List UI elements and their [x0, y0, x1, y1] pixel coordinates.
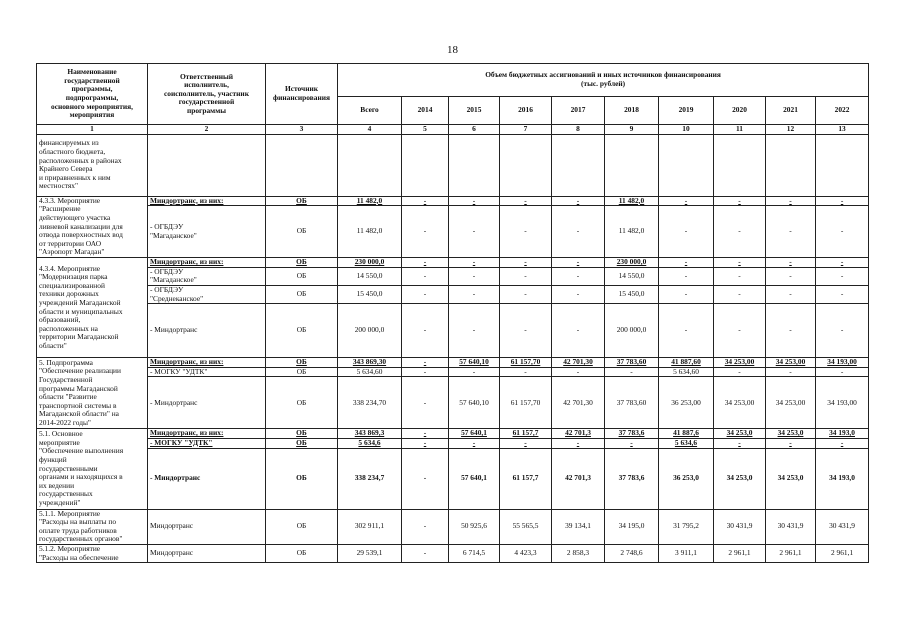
source-cell: ОБ: [266, 438, 338, 448]
value-cell: -: [659, 285, 714, 303]
value-cell: -: [500, 258, 552, 268]
header-year: 2021: [766, 97, 816, 125]
value-cell: 200 000,0: [338, 304, 402, 358]
value-cell: 302 911,1: [338, 509, 402, 544]
table-row: [37, 134, 869, 196]
table-row: [37, 304, 869, 358]
column-number: 6: [449, 125, 500, 135]
value-cell: -: [552, 267, 605, 285]
value-cell: 36 253,00: [659, 377, 714, 429]
value-cell: -: [766, 304, 816, 358]
value-cell: -: [766, 258, 816, 268]
value-cell: 5 634,6: [338, 438, 402, 448]
value-cell: 2 961,1: [766, 544, 816, 562]
value-cell: 37 783,60: [605, 377, 659, 429]
value-cell: 30 431,9: [714, 509, 766, 544]
value-cell: -: [500, 206, 552, 258]
value-cell: -: [402, 509, 449, 544]
value-cell: 57 640,1: [449, 429, 500, 439]
value-cell: 15 450,0: [338, 285, 402, 303]
column-number: 12: [766, 125, 816, 135]
value-cell: 61 157,7: [500, 429, 552, 439]
value-cell: 11 482,0: [338, 196, 402, 206]
value-cell: -: [714, 196, 766, 206]
source-cell: ОБ: [266, 544, 338, 562]
source-cell: ОБ: [266, 206, 338, 258]
value-cell: -: [449, 285, 500, 303]
value-cell: -: [449, 267, 500, 285]
table-row: [37, 509, 869, 544]
source-cell: ОБ: [266, 267, 338, 285]
value-cell: 34 193,0: [816, 429, 869, 439]
column-number: 2: [148, 125, 266, 135]
value-cell: 5 634,60: [338, 367, 402, 377]
responsible-cell: Миндортранс: [148, 544, 266, 562]
value-cell: 57 640,10: [449, 377, 500, 429]
value-cell: -: [500, 438, 552, 448]
source-cell: ОБ: [266, 448, 338, 509]
value-cell: 230 000,0: [338, 258, 402, 268]
value-cell: -: [449, 367, 500, 377]
column-number: 11: [714, 125, 766, 135]
value-cell: -: [449, 258, 500, 268]
value-cell: -: [449, 438, 500, 448]
value-cell: -: [816, 267, 869, 285]
value-cell: -: [402, 448, 449, 509]
value-cell: -: [552, 196, 605, 206]
value-cell: 61 157,70: [500, 358, 552, 368]
value-cell: -: [402, 429, 449, 439]
value-cell: -: [714, 304, 766, 358]
value-cell: 3 911,1: [659, 544, 714, 562]
value-cell: -: [552, 438, 605, 448]
responsible-cell: - Миндортранс: [148, 304, 266, 358]
value-cell: -: [659, 206, 714, 258]
column-number: 8: [552, 125, 605, 135]
table-row: [37, 258, 869, 268]
table-row: [37, 358, 869, 368]
value-cell: 2 748,6: [605, 544, 659, 562]
value-cell: -: [402, 438, 449, 448]
row-name-5: 5. Подпрограмма "Обеспечение реализации Государственной программы Магаданской области "Развитие транспортной системы в Магаданской области" на 2014-2022 годы": [37, 358, 148, 429]
table-row: [37, 544, 869, 562]
value-cell: 36 253,0: [659, 448, 714, 509]
source-cell: ОБ: [266, 285, 338, 303]
value-cell: 2 961,1: [816, 544, 869, 562]
value-cell: -: [402, 196, 449, 206]
value-cell: 4 423,3: [500, 544, 552, 562]
table-row: [37, 429, 869, 439]
budget-table: [36, 63, 869, 563]
value-cell: 30 431,9: [816, 509, 869, 544]
value-cell: 34 253,0: [714, 448, 766, 509]
header-year: 2015: [449, 97, 500, 125]
source-cell: ОБ: [266, 377, 338, 429]
value-cell: 39 134,1: [552, 509, 605, 544]
value-cell: 34 193,00: [816, 358, 869, 368]
value-cell: 29 539,1: [338, 544, 402, 562]
responsible-cell: - Миндортранс: [148, 377, 266, 429]
value-cell: -: [766, 285, 816, 303]
column-number-row: [37, 125, 869, 135]
value-cell: -: [449, 206, 500, 258]
table-row: [37, 367, 869, 377]
value-cell: 343 869,30: [338, 358, 402, 368]
value-cell: 57 640,1: [449, 448, 500, 509]
value-cell: 37 783,6: [605, 429, 659, 439]
value-cell: 14 550,0: [338, 267, 402, 285]
value-cell: -: [714, 285, 766, 303]
value-cell: 41 887,6: [659, 429, 714, 439]
value-cell: 34 253,00: [766, 358, 816, 368]
value-cell: -: [766, 196, 816, 206]
value-cell: 42 701,3: [552, 448, 605, 509]
column-number: 9: [605, 125, 659, 135]
value-cell: -: [500, 367, 552, 377]
value-cell: -: [816, 285, 869, 303]
column-number: 3: [266, 125, 338, 135]
value-cell: -: [816, 438, 869, 448]
value-cell: 34 193,00: [816, 377, 869, 429]
value-cell: -: [552, 258, 605, 268]
value-cell: 34 253,00: [714, 377, 766, 429]
value-cell: -: [402, 544, 449, 562]
responsible-cell: - Миндортранс: [148, 448, 266, 509]
responsible-cell: - ОГБДЭУ "Среднеканское": [148, 285, 266, 303]
table-row: [37, 448, 869, 509]
value-cell: -: [659, 258, 714, 268]
table-row: [37, 438, 869, 448]
value-cell: 31 795,2: [659, 509, 714, 544]
value-cell: -: [402, 367, 449, 377]
header-year: 2017: [552, 97, 605, 125]
value-cell: 34 253,0: [766, 429, 816, 439]
table-row: [37, 285, 869, 303]
header-volume-group: Объем бюджетных ассигнований и иных источников финансирования (тыс. рублей): [338, 64, 869, 97]
value-cell: -: [766, 206, 816, 258]
value-cell: -: [714, 267, 766, 285]
value-cell: -: [605, 438, 659, 448]
table-row: [37, 267, 869, 285]
value-cell: -: [714, 206, 766, 258]
value-cell: 5 634,60: [659, 367, 714, 377]
value-cell: -: [402, 206, 449, 258]
value-cell: -: [659, 304, 714, 358]
value-cell: 41 887,60: [659, 358, 714, 368]
responsible-cell: Миндортранс, из них:: [148, 196, 266, 206]
value-cell: -: [816, 206, 869, 258]
responsible-cell: Миндортранс, из них:: [148, 358, 266, 368]
responsible-cell: Миндортранс: [148, 509, 266, 544]
value-cell: 42 701,3: [552, 429, 605, 439]
value-cell: -: [402, 267, 449, 285]
table-row: [37, 206, 869, 258]
header-total: Всего: [338, 97, 402, 125]
source-cell: ОБ: [266, 358, 338, 368]
value-cell: -: [402, 258, 449, 268]
value-cell: 30 431,9: [766, 509, 816, 544]
value-cell: -: [449, 196, 500, 206]
value-cell: 34 193,0: [816, 448, 869, 509]
value-cell: -: [500, 285, 552, 303]
value-cell: -: [714, 367, 766, 377]
row-name-433: 4.3.3. Мероприятие "Расширение действующего участка ливневой канализации для отвода поверхностных вод от территории ОАО "Аэропорт Магадан": [37, 196, 148, 258]
value-cell: -: [500, 267, 552, 285]
value-cell: 2 858,3: [552, 544, 605, 562]
value-cell: 57 640,10: [449, 358, 500, 368]
value-cell: 11 482,0: [605, 206, 659, 258]
value-cell: 338 234,7: [338, 448, 402, 509]
column-number: 1: [37, 125, 148, 135]
column-number: 4: [338, 125, 402, 135]
column-number: 5: [402, 125, 449, 135]
value-cell: -: [402, 358, 449, 368]
value-cell: 338 234,70: [338, 377, 402, 429]
value-cell: 34 253,0: [714, 429, 766, 439]
value-cell: 61 157,70: [500, 377, 552, 429]
value-cell: 34 253,0: [766, 448, 816, 509]
column-number: 13: [816, 125, 869, 135]
value-cell: -: [402, 304, 449, 358]
value-cell: -: [605, 367, 659, 377]
value-cell: 5 634,6: [659, 438, 714, 448]
value-cell: -: [552, 285, 605, 303]
source-cell: ОБ: [266, 367, 338, 377]
responsible-cell: - ОГБДЭУ "Магаданское": [148, 206, 266, 258]
header-name: Наименование государственной программы, подпрограммы, основного мероприятия, мероприятия: [37, 64, 148, 125]
responsible-cell: Миндортранс, из них:: [148, 429, 266, 439]
value-cell: -: [500, 196, 552, 206]
value-cell: 11 482,0: [605, 196, 659, 206]
responsible-cell: Миндортранс, из них:: [148, 258, 266, 268]
header-responsible: Ответственный исполнитель, соисполнитель, участник государственной программы: [148, 64, 266, 125]
value-cell: -: [402, 377, 449, 429]
header-year: 2014: [402, 97, 449, 125]
value-cell: -: [552, 304, 605, 358]
value-cell: 55 565,5: [500, 509, 552, 544]
header-year: 2018: [605, 97, 659, 125]
value-cell: -: [816, 367, 869, 377]
table-row: [37, 196, 869, 206]
value-cell: 11 482,0: [338, 206, 402, 258]
value-cell: 14 550,0: [605, 267, 659, 285]
value-cell: 6 714,5: [449, 544, 500, 562]
header-year: 2020: [714, 97, 766, 125]
value-cell: -: [552, 206, 605, 258]
value-cell: -: [816, 258, 869, 268]
page-number: 18: [447, 44, 458, 56]
value-cell: 42 701,30: [552, 358, 605, 368]
source-cell: ОБ: [266, 509, 338, 544]
source-cell: ОБ: [266, 258, 338, 268]
value-cell: -: [714, 258, 766, 268]
header-year: 2016: [500, 97, 552, 125]
value-cell: -: [659, 267, 714, 285]
value-cell: -: [402, 285, 449, 303]
value-cell: -: [766, 267, 816, 285]
value-cell: -: [500, 304, 552, 358]
column-number: 7: [500, 125, 552, 135]
value-cell: -: [766, 367, 816, 377]
value-cell: 42 701,30: [552, 377, 605, 429]
value-cell: 34 253,00: [766, 377, 816, 429]
value-cell: 34 195,0: [605, 509, 659, 544]
responsible-cell: - ОГБДЭУ "Магаданское": [148, 267, 266, 285]
row-name-51: 5.1. Основное мероприятие "Обеспечение выполнения функций государственными органами и находящихся в их ведении государственных учреждений": [37, 429, 148, 509]
row-name-512: 5.1.2. Мероприятие "Расходы на обеспечение: [37, 544, 148, 562]
value-cell: 200 000,0: [605, 304, 659, 358]
value-cell: 230 000,0: [605, 258, 659, 268]
column-number: 10: [659, 125, 714, 135]
value-cell: -: [816, 304, 869, 358]
value-cell: 37 783,60: [605, 358, 659, 368]
value-cell: 2 961,1: [714, 544, 766, 562]
value-cell: -: [449, 304, 500, 358]
value-cell: 343 869,3: [338, 429, 402, 439]
value-cell: -: [816, 196, 869, 206]
source-cell: ОБ: [266, 304, 338, 358]
responsible-cell: - МОГКУ "УДТК": [148, 438, 266, 448]
table-row: [37, 377, 869, 429]
row-name-511: 5.1.1. Мероприятие "Расходы на выплаты по оплате труда работников государственных органов": [37, 509, 148, 544]
value-cell: -: [552, 367, 605, 377]
value-cell: -: [766, 438, 816, 448]
value-cell: 37 783,6: [605, 448, 659, 509]
source-cell: ОБ: [266, 429, 338, 439]
value-cell: 34 253,00: [714, 358, 766, 368]
value-cell: 50 925,6: [449, 509, 500, 544]
header-source: Источник финансирования: [266, 64, 338, 125]
value-cell: 61 157,7: [500, 448, 552, 509]
value-cell: -: [714, 438, 766, 448]
source-cell: ОБ: [266, 196, 338, 206]
header-year: 2022: [816, 97, 869, 125]
responsible-cell: - МОГКУ "УДТК": [148, 367, 266, 377]
value-cell: -: [659, 196, 714, 206]
row-name-continued: финансируемых из областного бюджета, расположенных в районах Крайнего Севера и приравненных к ним местностях": [37, 134, 148, 196]
row-name-434: 4.3.4. Мероприятие "Модернизация парка специализированной техники дорожных учреждений Магаданской области и муниципальных образований, расположенных на территории Магаданской области": [37, 258, 148, 358]
header-year: 2019: [659, 97, 714, 125]
value-cell: 15 450,0: [605, 285, 659, 303]
